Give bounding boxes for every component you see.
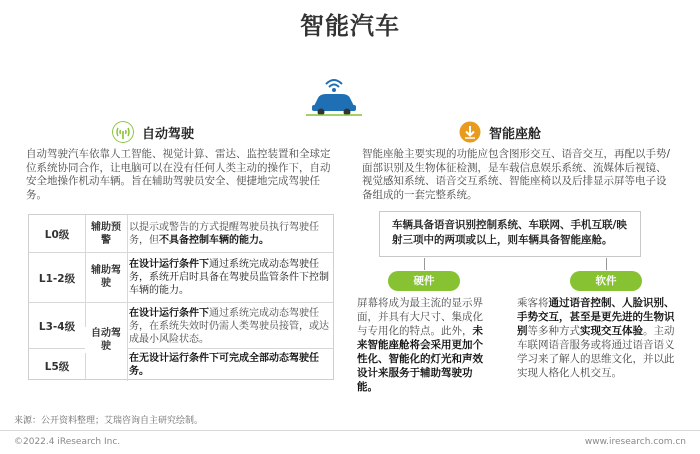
- table-row: [29, 253, 333, 303]
- page-title: 智能汽车: [300, 12, 400, 40]
- level-name: L3-4级: [38, 321, 76, 333]
- hardware-text: 屏幕将成为最主流的显示界面，并具有大尺寸、集成化与专用化的特点。此外，未来智能座舱将会采用更加个性化、智能化的灯光和声效设计来服务于辅助驾驶功能。: [357, 297, 483, 393]
- level-type: 辅助预警: [91, 222, 121, 246]
- download-arrow-icon: [459, 121, 481, 143]
- connected-car-icon: [306, 72, 362, 116]
- cockpit-condition-box: 车辆具备语音识别控制系统、车联网、手机互联/映射三项中的两项或以上，则车辆具备智能座舱。: [379, 211, 641, 257]
- table-row: [29, 215, 333, 253]
- cockpit-section-header: [459, 121, 541, 143]
- source-note: 来源：公开资料整理；艾瑞咨询自主研究绘制。: [14, 416, 204, 426]
- cockpit-intro: 智能座舱主要实现的功能应包含图形交互、语音交互，再配以手势/面部识别及生物体征检测，是车载信息娱乐系统、流媒体后视镜、视觉感知系统、语音交互系统、智能座椅以及后排显示屏等电子设备组成的一套完整系统。: [362, 148, 671, 201]
- level-name: L5级: [44, 361, 70, 373]
- signal-tower-icon: [112, 121, 134, 143]
- software-label: 软件: [570, 271, 642, 291]
- table-row: [29, 349, 333, 381]
- level-desc: 在设计运行条件下通过系统完成动态驾驶任务，在系统失效时仍需人类驾驶员接管，或达成最小风险状态。: [129, 308, 329, 345]
- level-desc: 在设计运行条件下通过系统完成动态驾驶任务，系统开启时具备在驾驶员监管条件下控制车辆的能力。: [129, 259, 329, 296]
- cockpit-title: 智能座舱: [489, 126, 542, 142]
- hardware-label: 硬件: [388, 271, 460, 291]
- software-text: 乘客将通过语音控制、人脸识别、手势交互，甚至是更先进的生物识别等多种方式实现交互体验。主动车联网语音服务或将通过语音语义学习来了解人的思维文化，并以此实现人格化人机交互。: [517, 297, 675, 379]
- autonomous-section-header: [112, 121, 194, 143]
- level-desc: 以提示或警告的方式提醒驾驶员执行驾驶任务，但不具备控制车辆的能力。: [129, 222, 319, 246]
- level-type: 自动驾驶: [85, 327, 127, 353]
- copyright: ©2022.4 iResearch Inc.: [14, 437, 121, 447]
- autonomous-title: 自动驾驶: [142, 126, 195, 142]
- autonomous-intro: 自动驾驶汽车依靠人工智能、视觉计算、雷达、监控装置和全球定位系统协同合作，让电脑可以在没有任何人类主动的操作下，自动安全地操作机动车辆。旨在辅助驾驶员安全、便捷地完成驾驶任务。: [26, 148, 331, 201]
- site-link[interactable]: www.iresearch.com.cn: [584, 437, 686, 447]
- table-row: [29, 303, 333, 349]
- level-desc: 在无设计运行条件下可完成全部动态驾驶任务。: [129, 353, 319, 377]
- level-name: L0级: [44, 229, 70, 241]
- level-type: 辅助驾驶: [91, 265, 121, 289]
- autonomy-levels-table: [28, 214, 334, 380]
- footer: [0, 430, 700, 454]
- level-name: L1-2级: [38, 273, 76, 285]
